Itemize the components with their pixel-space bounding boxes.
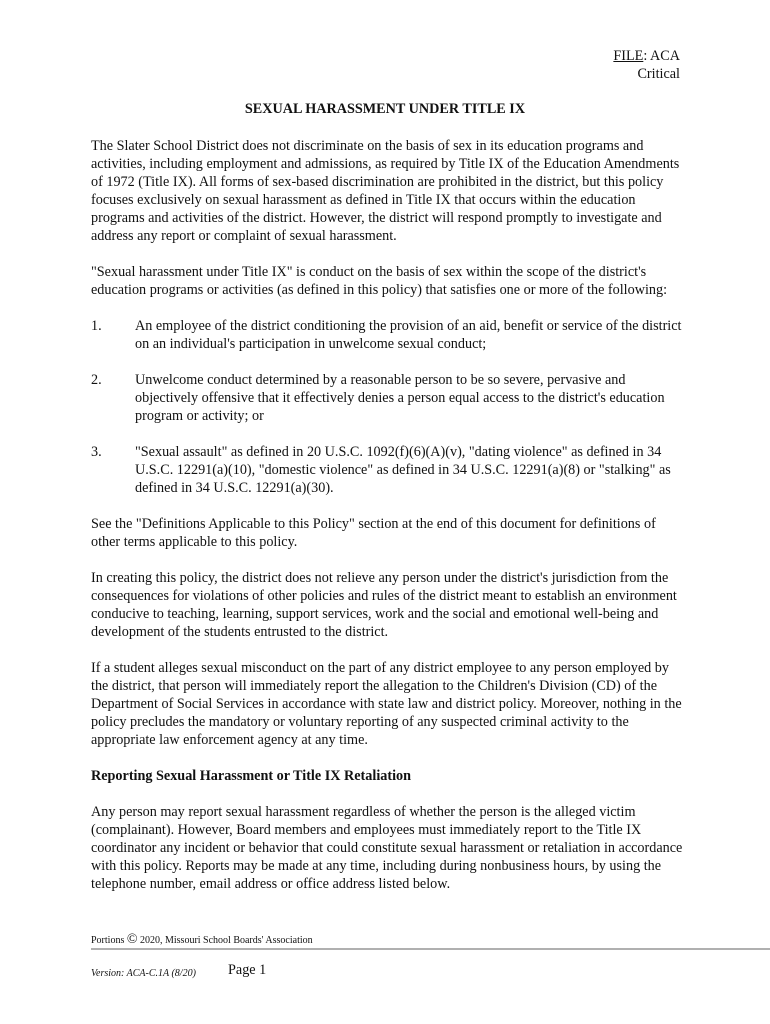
intro-paragraph: The Slater School District does not discriminate on the basis of sex in its education programs and activities, including employment and admissions, as required by Title IX of the Education Amendments of 1972 (Title IX). All forms of sex-based discrimination are prohibited in the district, but this policy focuses exclusively on sexual harassment as defined in Title IX that occurs within the education programs and activities of the district. However, the district will respond promptly to investigate and address any report or complaint of sexual harassment. — [91, 138, 680, 244]
list-item-number: 1. — [91, 318, 102, 334]
file-header — [613, 47, 680, 83]
page-number: Page 1 — [228, 962, 267, 978]
file-value: : ACA — [643, 48, 680, 64]
list-item — [91, 443, 683, 497]
see-definitions-paragraph: See the "Definitions Applicable to this Policy" section at the end of this document for definitions of other terms applicable to this policy. — [91, 516, 656, 550]
document-title: SEXUAL HARASSMENT UNDER TITLE IX — [244, 101, 526, 117]
file-label: FILE — [613, 48, 644, 64]
list-item — [91, 371, 683, 425]
list-item-text: An employee of the district conditioning the provision of an aid, benefit or service of the district on an individual's participation in unwelcome sexual conduct; — [135, 318, 682, 352]
student-alleges-paragraph: If a student alleges sexual misconduct on the part of any district employee to any person employed by the district, that person will immediately report the allegation to the Children's Division (CD) of the Department of Social Services in accordance with state law and district policy. Moreover, nothing in the policy precludes the mandatory or voluntary reporting of any suspected criminal activity to the appropriate law enforcement agency at any time. — [91, 660, 682, 748]
footer-divider — [91, 948, 770, 950]
list-item-text: "Sexual assault" as defined in 20 U.S.C. 1092(f)(6)(A)(v), "dating violence" as defined in 34 U.S.C. 12291(a)(10), "domestic violence" as defined in 34 U.S.C. 12291(a)(8) or "stalking" as defined in 34 U.S.C. 12291(a)(30). — [135, 444, 671, 496]
copyright-icon: © — [126, 932, 138, 947]
list-item-text: Unwelcome conduct determined by a reasonable person to be so severe, pervasive and objectively offensive that it effectively denies a person equal access to the district's education program or activity; or — [135, 372, 665, 424]
any-person-paragraph: Any person may report sexual harassment regardless of whether the person is the alleged victim (complainant). However, Board members and employees must immediately report to the Title IX coordinator any incident or behavior that could constitute sexual harassment or retaliation in accordance with this policy. Reports may be made at any time, including during nonbusiness hours, by using the telephone number, email address or office address listed below. — [91, 804, 683, 892]
definition-paragraph: "Sexual harassment under Title IX" is conduct on the basis of sex within the scope of the district's education programs or activities (as defined in this policy) that satisfies one or more of the following: — [91, 264, 668, 298]
footer-version: Version: ACA-C.1A (8/20) — [91, 968, 196, 979]
footer-portions-prefix: Portions — [91, 935, 127, 946]
list-item-number: 3. — [91, 444, 102, 460]
footer-portions-suffix: 2020, Missouri School Boards' Association — [137, 935, 313, 946]
list-item-number: 2. — [91, 372, 102, 388]
section-heading-reporting: Reporting Sexual Harassment or Title IX Retaliation — [91, 768, 412, 784]
footer-copyright — [91, 933, 313, 948]
file-code — [613, 47, 680, 65]
creating-policy-paragraph: In creating this policy, the district does not relieve any person under the district's jurisdiction from the consequences for violations of other policies and rules of the district meant to establish an environment conducive to teaching, learning, support services, work and the social and emotional well-being and development of the students entrusted to the district. — [91, 570, 677, 640]
document-body — [91, 137, 683, 911]
file-classification: Critical — [637, 66, 680, 82]
list-item — [91, 317, 683, 353]
